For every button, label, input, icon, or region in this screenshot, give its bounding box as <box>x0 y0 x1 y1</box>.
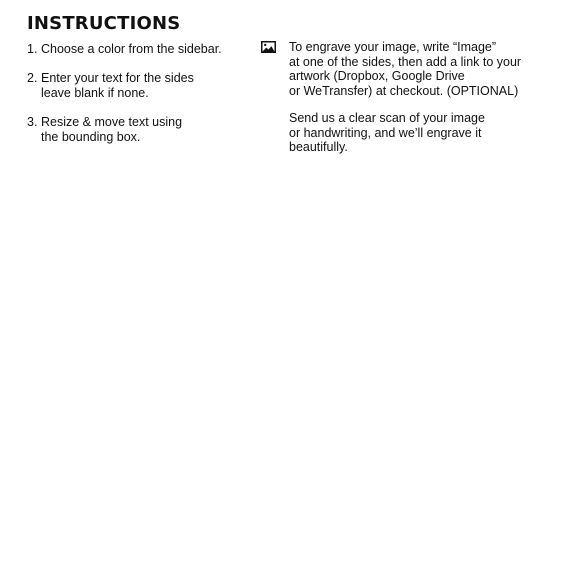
scan-note-line: Send us a clear scan of your image <box>289 111 485 125</box>
step-text <box>41 115 182 145</box>
step-text <box>41 71 194 101</box>
step-text-line: Choose a color from the sidebar. <box>41 42 222 56</box>
image-note-paragraph <box>289 40 521 98</box>
image-note-line: To engrave your image, write “Image” <box>289 40 497 54</box>
instructions-heading: INSTRUCTIONS <box>27 13 181 34</box>
scan-note-line: or handwriting, and we’ll engrave it <box>289 125 482 140</box>
step-text-line: Enter your text for the sides <box>41 71 194 85</box>
step-item-3 <box>27 115 252 145</box>
image-icon <box>261 41 276 53</box>
image-note-line: at one of the sides, then add a link to your <box>289 54 522 69</box>
step-number: 2. <box>27 71 38 85</box>
step-text <box>41 42 222 57</box>
scan-note-line: beautifully. <box>289 140 348 154</box>
step-text-line: leave blank if none. <box>41 86 149 100</box>
step-item-2 <box>27 71 252 101</box>
step-text-line: Resize & move text using <box>41 115 183 129</box>
step-number: 1. <box>27 42 38 56</box>
step-number: 3. <box>27 115 38 129</box>
image-note-line: or WeTransfer) at checkout. (OPTIONAL) <box>289 83 519 98</box>
step-text-line: the bounding box. <box>41 130 141 144</box>
image-note-line: artwork (Dropbox, Google Drive <box>289 69 465 83</box>
step-item-1 <box>27 42 252 57</box>
instruction-steps <box>27 42 252 159</box>
scan-note-paragraph <box>289 111 485 155</box>
